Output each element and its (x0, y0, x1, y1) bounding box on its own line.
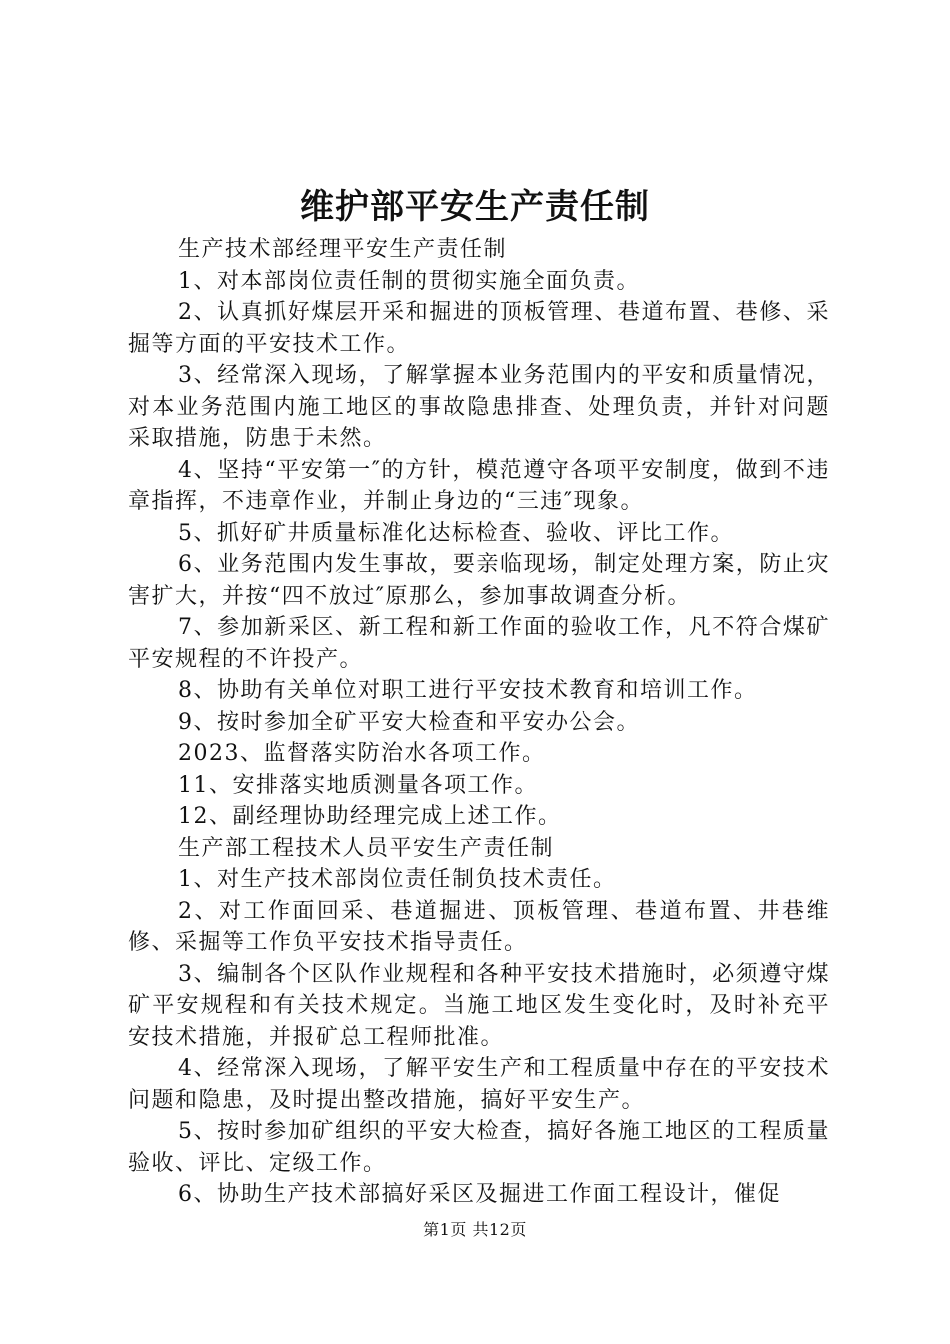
paragraph: 2、对工作面回采、巷道掘进、顶板管理、巷道布置、井巷维修、采掘等工作负平安技术指导责任。 (128, 898, 830, 955)
page-footer (0, 1219, 950, 1241)
paragraph: 5、按时参加矿组织的平安大检查，搞好各施工地区的工程质量验收、评比、定级工作。 (128, 1119, 830, 1176)
paragraph: 2023、监督落实防治水各项工作。 (178, 741, 546, 766)
paragraph: 8、协助有关单位对职工进行平安技术教育和培训工作。 (178, 678, 758, 703)
paragraph: 3、经常深入现场，了解掌握本业务范围内的平安和质量情况，对本业务范围内施工地区的事故隐患排查、处理负责，并针对问题采取措施，防患于未然。 (128, 363, 830, 451)
paragraph: 4、坚持“平安第一″的方针，模范遵守各项平安制度，做到不违章指挥，不违章作业，并制止身边的“三违″现象。 (128, 457, 830, 514)
paragraph: 7、参加新采区、新工程和新工作面的验收工作，凡不符合煤矿平安规程的不许投产。 (128, 615, 830, 672)
paragraph: 12、副经理协助经理完成上述工作。 (178, 804, 562, 829)
paragraph: 6、协助生产技术部搞好采区及掘进工作面工程设计，催促 (178, 1182, 781, 1207)
paragraph: 2、认真抓好煤层开采和掘进的顶板管理、巷道布置、巷修、采掘等方面的平安技术工作。 (128, 300, 830, 357)
paragraph: 9、按时参加全矿平安大检查和平安办公会。 (178, 709, 640, 735)
section-heading: 生产部工程技术人员平安生产责任制 (178, 835, 555, 861)
paragraph: 6、业务范围内发生事故，要亲临现场，制定处理方案，防止灾害扩大，并按“四不放过″原那么，参加事故调查分析。 (128, 552, 830, 609)
document-body (128, 234, 830, 1211)
paragraph: 11、安排落实地质测量各项工作。 (178, 772, 538, 798)
paragraph: 3、编制各个区队作业规程和各种平安技术措施时，必须遵守煤矿平安规程和有关技术规定。当施工地区发生变化时，及时补充平安技术措施，并报矿总工程师批准。 (128, 961, 830, 1050)
paragraph: 1、对生产技术部岗位责任制负技术责任。 (178, 867, 617, 892)
page-total: 共12页 (472, 1220, 527, 1239)
paragraph: 4、经常深入现场，了解平安生产和工程质量中存在的平安技术问题和隐患，及时提出整改措施，搞好平安生产。 (128, 1056, 830, 1113)
paragraph: 1、对本部岗位责任制的贯彻实施全面负责。 (178, 268, 640, 294)
page-number: 第1页 (423, 1220, 467, 1239)
paragraph: 5、抓好矿井质量标准化达标检查、验收、评比工作。 (178, 520, 734, 546)
section-heading: 生产技术部经理平安生产责任制 (178, 237, 508, 262)
document-title: 维护部平安生产责任制 (300, 187, 650, 227)
